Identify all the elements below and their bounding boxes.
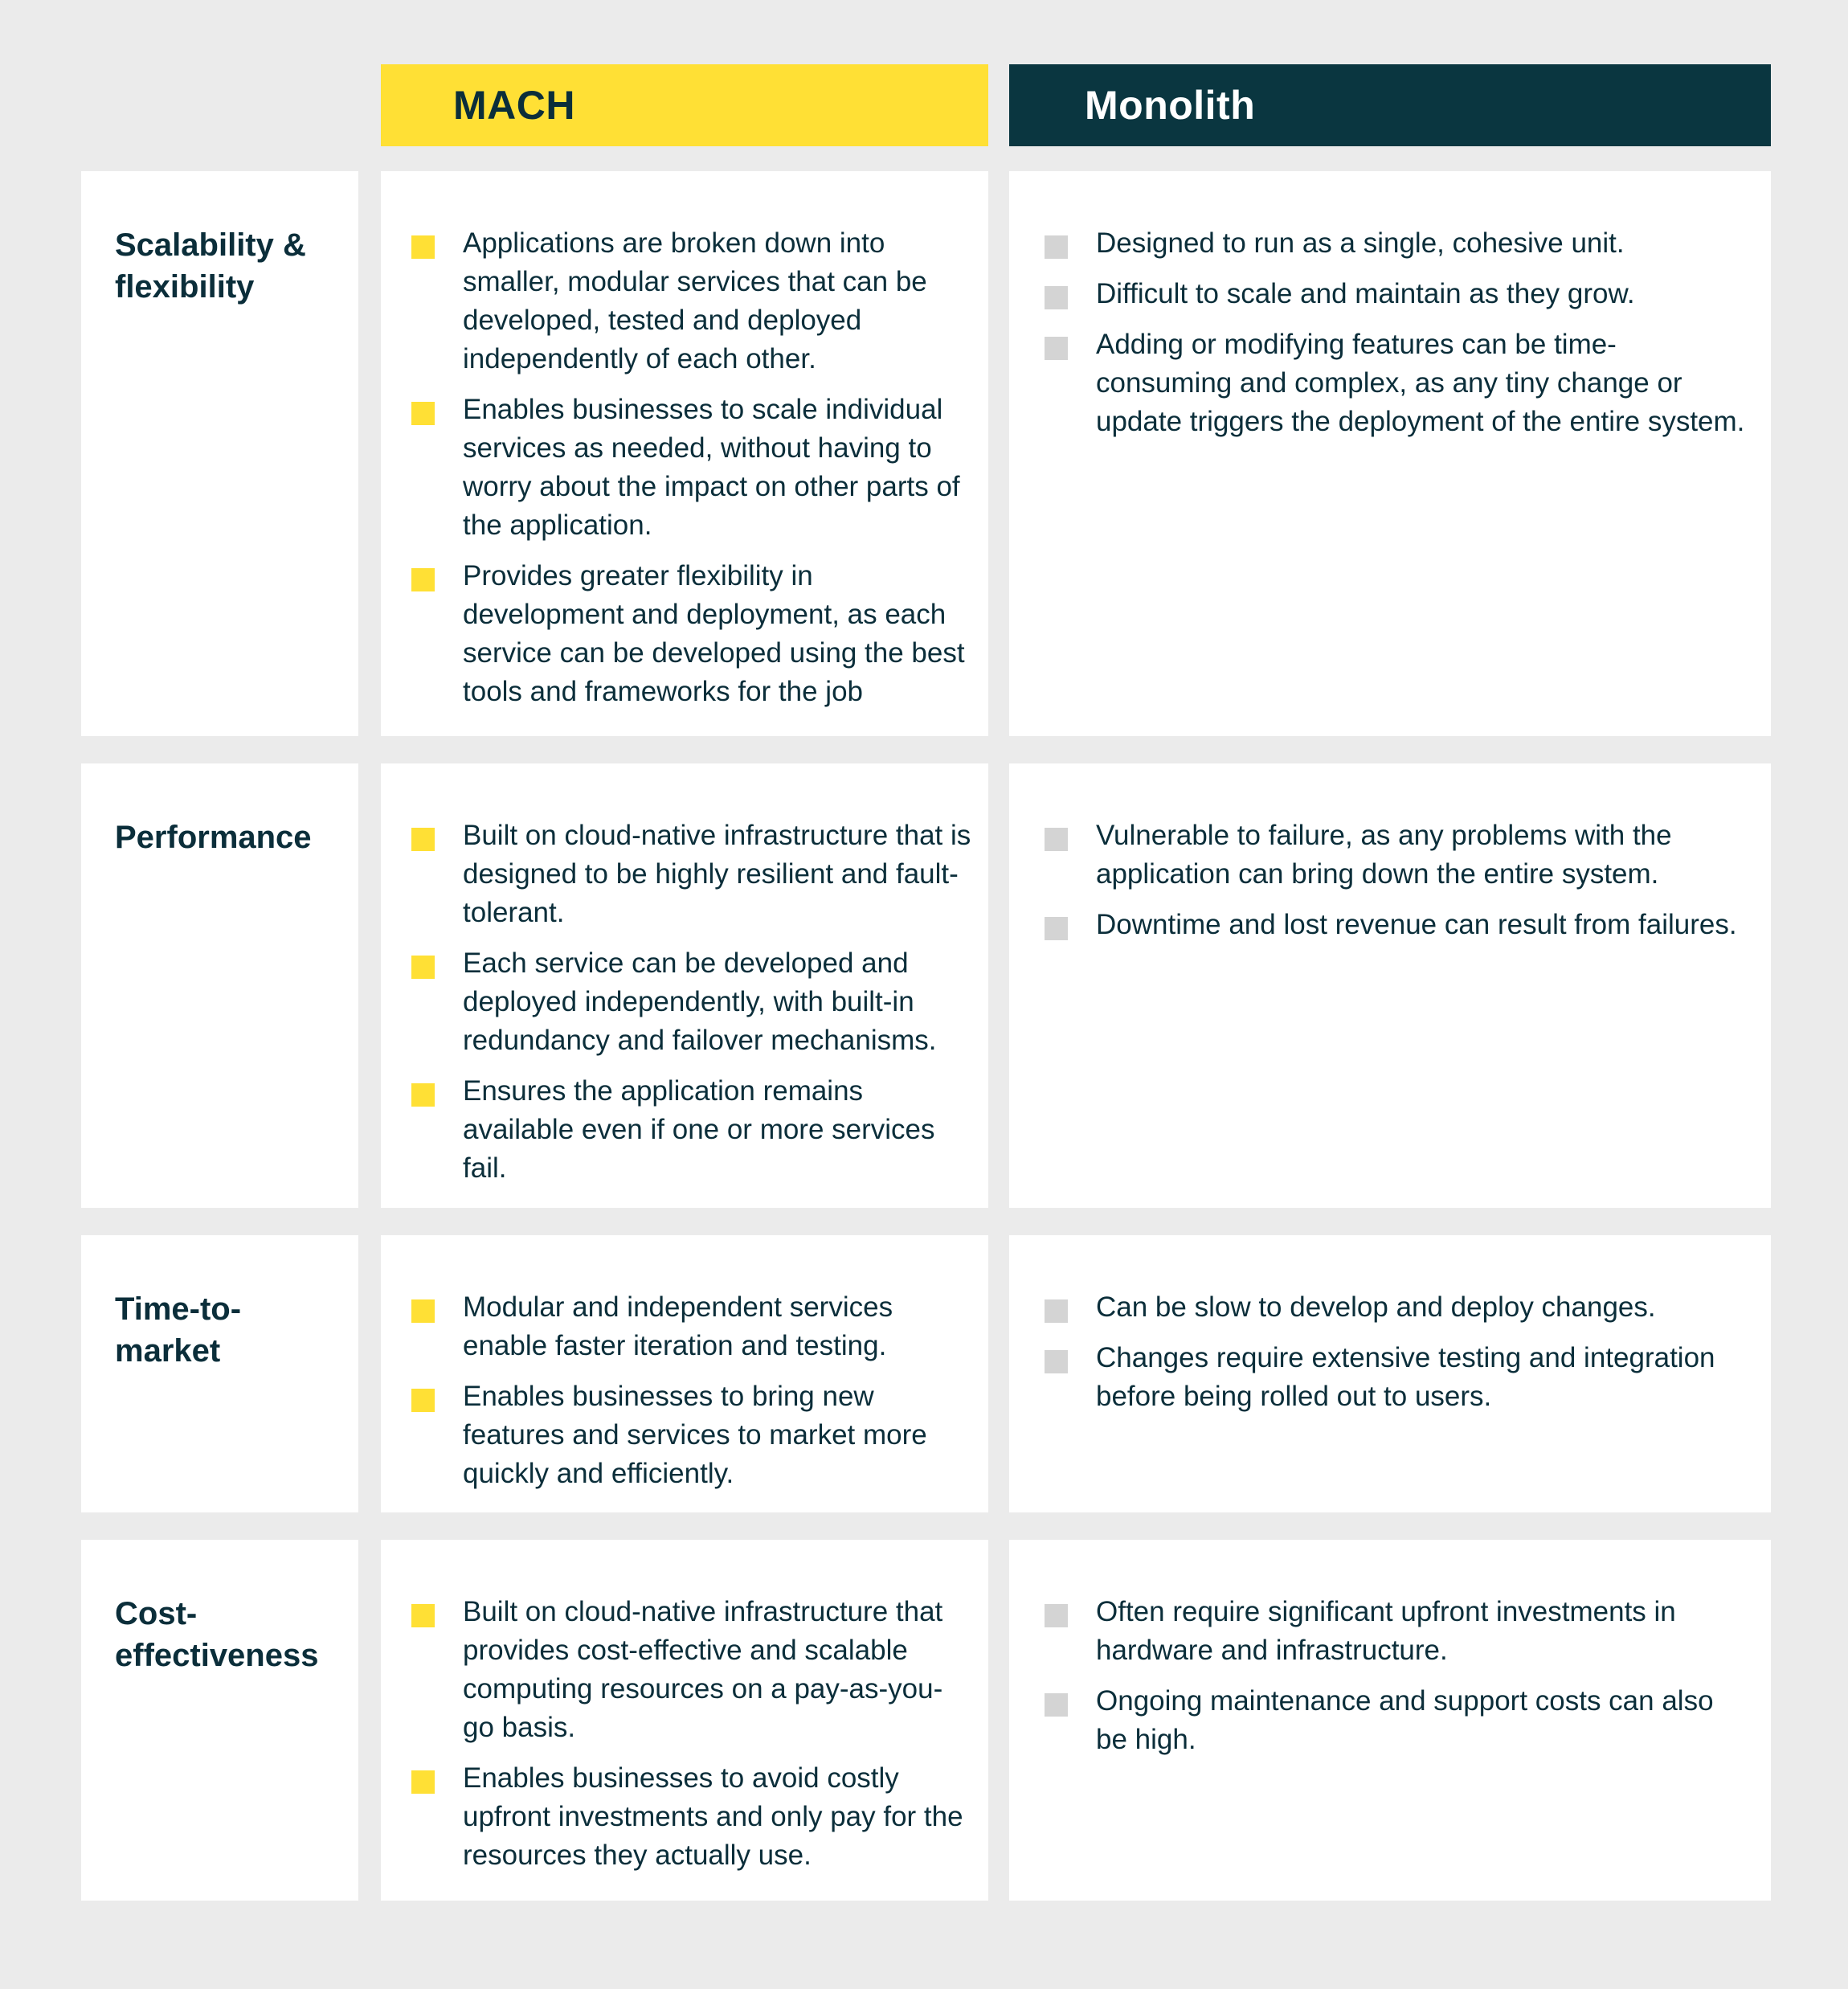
monolith-bullet-item	[1045, 1288, 1747, 1327]
mach-bullet-item	[411, 391, 974, 545]
yellow-square-bullet-icon	[411, 1389, 435, 1412]
bullet-text: Each service can be developed and deployed independently, with built-in redundancy and failover mechanisms.	[463, 947, 937, 1056]
gray-square-bullet-icon	[1045, 1693, 1068, 1717]
monolith-bullet-item	[1045, 325, 1747, 441]
monolith-cell-cost-effectiveness	[1009, 1540, 1771, 1901]
monolith-header-label: Monolith	[1085, 83, 1256, 128]
mach-bullet-item	[411, 1593, 974, 1747]
monolith-bullet-item	[1045, 1593, 1747, 1670]
bullet-text: Changes require extensive testing and integration before being rolled out to users.	[1096, 1342, 1715, 1412]
monolith-bullet-item	[1045, 1339, 1747, 1416]
mach-column-header	[381, 64, 988, 146]
row-title: Time-to-market	[115, 1291, 242, 1369]
mach-bullet-item	[411, 1072, 974, 1188]
mach-bullet-item	[411, 557, 974, 711]
mach-bullet-item	[411, 944, 974, 1060]
yellow-square-bullet-icon	[411, 402, 435, 425]
mach-header-label: MACH	[453, 83, 575, 128]
monolith-cell-performance	[1009, 763, 1771, 1208]
bullet-text: Provides greater flexibility in development and deployment, as each service can be developed using the best tools and frameworks for the job	[463, 560, 965, 707]
row-title: Cost-effectiveness	[115, 1596, 319, 1673]
mach-bullet-list	[411, 816, 974, 1188]
bullet-text: Can be slow to develop and deploy changes.	[1096, 1291, 1656, 1323]
bullet-text: Ongoing maintenance and support costs can also be high.	[1096, 1685, 1714, 1755]
mach-bullet-list	[411, 1288, 974, 1493]
yellow-square-bullet-icon	[411, 235, 435, 259]
bullet-text: Modular and independent services enable faster iteration and testing.	[463, 1291, 893, 1361]
bullet-text: Ensures the application remains available even if one or more services fail.	[463, 1075, 935, 1184]
monolith-column-header	[1009, 64, 1771, 146]
bullet-text: Designed to run as a single, cohesive unit.	[1096, 227, 1625, 259]
monolith-bullet-item	[1045, 906, 1747, 944]
mach-cell-time-to-market	[381, 1235, 988, 1512]
mach-cell-cost-effectiveness	[381, 1540, 988, 1901]
bullet-text: Difficult to scale and maintain as they grow.	[1096, 278, 1635, 309]
monolith-bullet-item	[1045, 816, 1747, 894]
yellow-square-bullet-icon	[411, 568, 435, 591]
gray-square-bullet-icon	[1045, 1299, 1068, 1323]
yellow-square-bullet-icon	[411, 1299, 435, 1323]
bullet-text: Applications are broken down into smaller, modular services that can be developed, tested and deployed independently of each other.	[463, 227, 927, 374]
row-title: Scalability & flexibility	[115, 227, 306, 305]
gray-square-bullet-icon	[1045, 828, 1068, 851]
monolith-bullet-item	[1045, 275, 1747, 313]
gray-square-bullet-icon	[1045, 1604, 1068, 1627]
mach-bullet-item	[411, 1288, 974, 1365]
yellow-square-bullet-icon	[411, 1770, 435, 1794]
gray-square-bullet-icon	[1045, 235, 1068, 259]
mach-bullet-item	[411, 816, 974, 932]
gray-square-bullet-icon	[1045, 917, 1068, 940]
monolith-cell-scalability	[1009, 171, 1771, 736]
mach-bullet-item	[411, 1759, 974, 1875]
bullet-text: Downtime and lost revenue can result from failures.	[1096, 909, 1737, 940]
gray-square-bullet-icon	[1045, 337, 1068, 360]
mach-bullet-list	[411, 224, 974, 711]
row-label-performance	[81, 763, 358, 1208]
bullet-text: Built on cloud-native infrastructure that is designed to be highly resilient and fault-tolerant.	[463, 820, 971, 928]
mach-bullet-item	[411, 224, 974, 379]
monolith-bullet-list	[1045, 816, 1747, 944]
monolith-bullet-item	[1045, 1682, 1747, 1759]
mach-bullet-list	[411, 1593, 974, 1875]
row-label-cost-effectiveness	[81, 1540, 358, 1901]
bullet-text: Enables businesses to avoid costly upfront investments and only pay for the resources they actually use.	[463, 1762, 963, 1871]
yellow-square-bullet-icon	[411, 828, 435, 851]
yellow-square-bullet-icon	[411, 1083, 435, 1107]
bullet-text: Enables businesses to scale individual services as needed, without having to worry about the impact on other parts of the application.	[463, 394, 960, 541]
yellow-square-bullet-icon	[411, 1604, 435, 1627]
row-title: Performance	[115, 820, 312, 855]
bullet-text: Vulnerable to failure, as any problems with the application can bring down the entire system.	[1096, 820, 1672, 890]
bullet-text: Often require significant upfront investments in hardware and infrastructure.	[1096, 1596, 1676, 1666]
bullet-text: Enables businesses to bring new features and services to market more quickly and efficiently.	[463, 1381, 927, 1489]
monolith-bullet-item	[1045, 224, 1747, 263]
gray-square-bullet-icon	[1045, 286, 1068, 309]
row-label-time-to-market	[81, 1235, 358, 1512]
yellow-square-bullet-icon	[411, 956, 435, 979]
monolith-bullet-list	[1045, 1593, 1747, 1759]
mach-cell-performance	[381, 763, 988, 1208]
bullet-text: Adding or modifying features can be time-consuming and complex, as any tiny change or update triggers the deployment of the entire system.	[1096, 329, 1745, 437]
mach-cell-scalability	[381, 171, 988, 736]
gray-square-bullet-icon	[1045, 1350, 1068, 1373]
row-label-scalability	[81, 171, 358, 736]
monolith-bullet-list	[1045, 224, 1747, 441]
monolith-bullet-list	[1045, 1288, 1747, 1416]
bullet-text: Built on cloud-native infrastructure that provides cost-effective and scalable computing resources on a pay-as-you-go basis.	[463, 1596, 943, 1743]
mach-bullet-item	[411, 1377, 974, 1493]
monolith-cell-time-to-market	[1009, 1235, 1771, 1512]
